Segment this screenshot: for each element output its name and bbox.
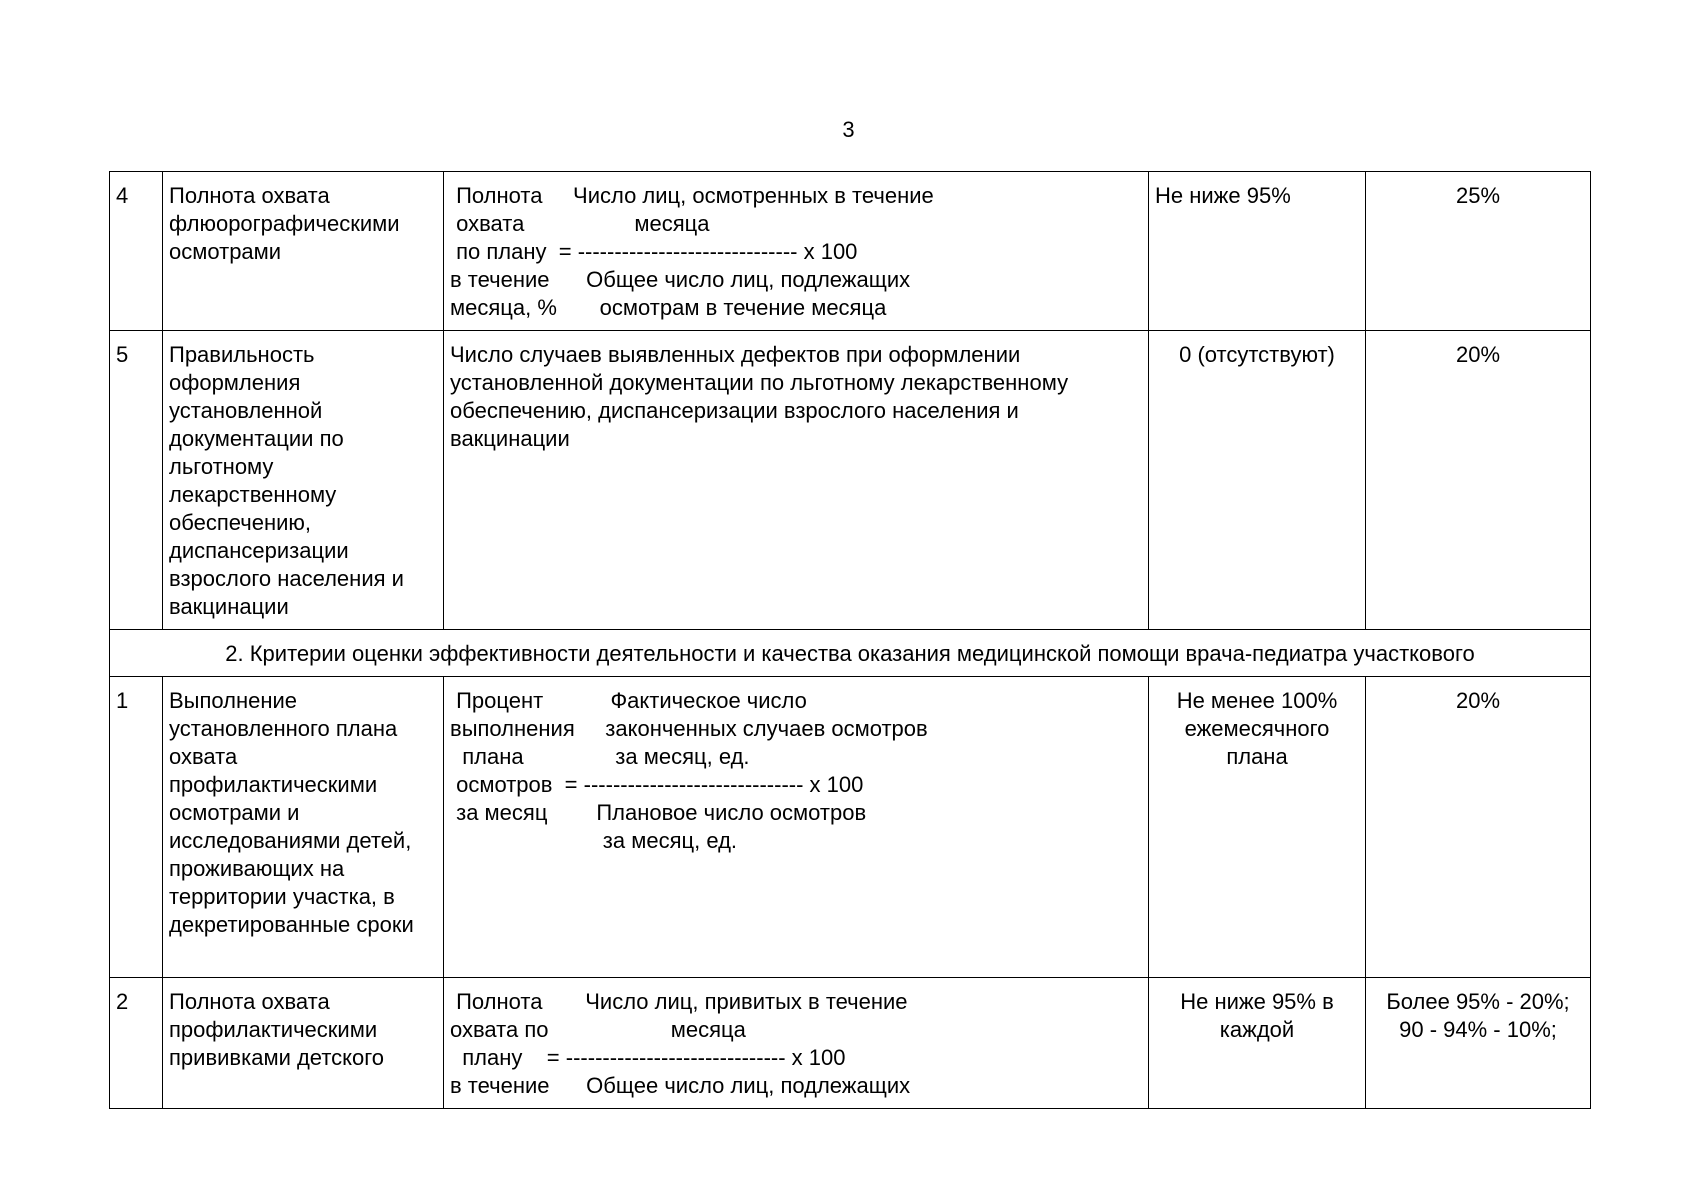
criterion-name: Правильность оформления установленной документации по льготному лекарственному обеспечению, диспансеризации взрослого населения и вакцинации bbox=[163, 331, 444, 630]
table-row bbox=[110, 677, 1591, 978]
row-number: 5 bbox=[110, 331, 163, 630]
criterion-formula: Число случаев выявленных дефектов при оформлении установленной документации по льготному лекарственному обеспечению, диспансеризации взрослого населения и вакцинации bbox=[444, 331, 1149, 630]
table-row bbox=[110, 978, 1591, 1109]
criterion-name: Выполнение установленного плана охвата профилактическими осмотрами и исследованиями детей, проживающих на территории участка, в декретированные сроки bbox=[163, 677, 444, 978]
criterion-norm: Не ниже 95% в каждой bbox=[1149, 978, 1366, 1109]
criterion-norm: 0 (отсутствуют) bbox=[1149, 331, 1366, 630]
row-number: 1 bbox=[110, 677, 163, 978]
criterion-weight: 20% bbox=[1366, 677, 1591, 978]
section-header-row bbox=[110, 630, 1591, 677]
criterion-norm: Не ниже 95% bbox=[1149, 172, 1366, 331]
table-row bbox=[110, 331, 1591, 630]
table-row bbox=[110, 172, 1591, 331]
section-title: 2. Критерии оценки эффективности деятельности и качества оказания медицинской помощи врача-педиатра участкового bbox=[110, 630, 1591, 677]
criterion-weight: 20% bbox=[1366, 331, 1591, 630]
row-number: 2 bbox=[110, 978, 163, 1109]
criterion-formula: Полнота Число лиц, привитых в течение охвата по месяца плану = ------------------------------ х 100 в течение Общее число лиц, подлежащих bbox=[444, 978, 1149, 1109]
criterion-name: Полнота охвата профилактическими прививками детского bbox=[163, 978, 444, 1109]
criteria-table bbox=[109, 171, 1591, 1109]
page-number: 3 bbox=[842, 117, 855, 142]
criterion-formula: Полнота Число лиц, осмотренных в течение охвата месяца по плану = ------------------------------ х 100 в течение Общее число лиц, подлежащих месяца, % осмотрам в течение месяца bbox=[444, 172, 1149, 331]
criterion-norm: Не менее 100% ежемесячного плана bbox=[1149, 677, 1366, 978]
row-number: 4 bbox=[110, 172, 163, 331]
criterion-formula: Процент Фактическое число выполнения законченных случаев осмотров плана за месяц, ед. осмотров = ------------------------------ х 100 за месяц Плановое число осмотров за месяц, ед. bbox=[444, 677, 1149, 978]
criterion-name: Полнота охвата флюорографическими осмотрами bbox=[163, 172, 444, 331]
criterion-weight: 25% bbox=[1366, 172, 1591, 331]
criterion-weight: Более 95% - 20%; 90 - 94% - 10%; bbox=[1366, 978, 1591, 1109]
